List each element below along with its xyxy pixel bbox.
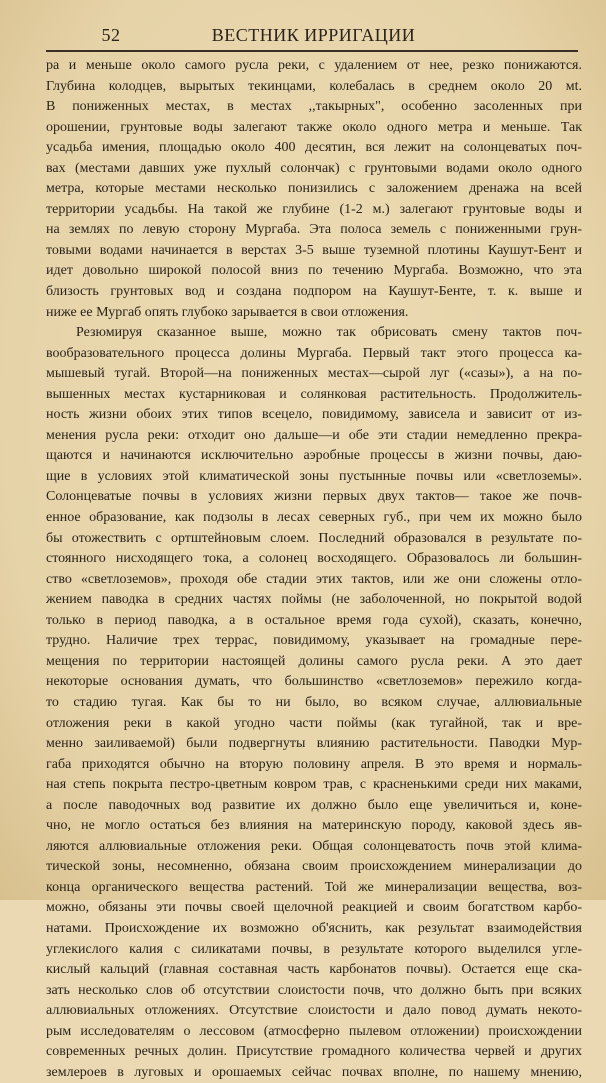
text-line: Солонцеватые почвы в условиях жизни первых двух тактов— такое же почв- <box>46 489 582 505</box>
page-header <box>46 20 576 46</box>
text-line: мещения по территории настоящей долины самого русла реки. А это дает <box>46 653 582 669</box>
text-line: Резюмируя сказанное выше, можно так обрисовать смену тактов поч- <box>76 325 582 341</box>
text-line: зать несколько слов об отсутствии слоистости почв, что должно быть при всяких <box>46 982 582 998</box>
text-line: ная степь покрыта пестро-цветным ковром трав, с красненькими среди них маками, <box>46 777 582 793</box>
text-line: а после паводочных вод развитие их должно было еще увеличиться и, коне- <box>46 797 582 813</box>
text-line: кислый кальций (главная составная часть карбонатов почвы). Остается еще ска- <box>46 962 582 978</box>
text-line: отложения реки в какой угодно части поймы (как тугайной, так и вре- <box>46 715 582 731</box>
text-line: вообразовательного процесса долины Мургаба. Первый такт этого процесса ка- <box>46 345 582 361</box>
text-line: то стадию тугая. Как бы то ни было, во всяком случае, аллювиальные <box>46 694 582 710</box>
text-line: углекислого калия с силикатами почвы, в результате которого выделился угле- <box>46 941 582 957</box>
text-line: на землях по левую сторону Мургаба. Эта полоса земель с пониженными грун- <box>46 222 582 238</box>
text-line: чно, не могло остаться без влияния на материнскую породу, каковой здесь яв- <box>46 818 582 834</box>
text-line: енное образование, как подзолы в лесах северных губ., при чем их можно было <box>46 510 582 526</box>
text-line: вышенных местах кустарниковая и солянковая растительность. Продолжитель- <box>46 386 582 402</box>
text-line: ниже ее Мургаб опять глубоко зарывается в свои отложения. <box>46 304 409 320</box>
text-line: жением паводка в средних частях поймы (не заболоченной, но покрытой водой <box>46 592 582 608</box>
text-line: рым исследователям о лессовом (атмосферно пылевом отложении) происхождении <box>46 1023 582 1039</box>
text-line: мышевый тугай. Второй—на пониженных местах—сырой луг («сазы»), а на по- <box>46 366 582 382</box>
text-line: вах (местами давших уже пухлый солончак) с грунтовыми водами около одного <box>46 160 582 176</box>
text-line: некоторые основания думать, что большинство «светлоземов» пережило когда- <box>46 674 582 690</box>
text-line: тической зоны, несомненно, обязана своим происхождением минерализации до <box>46 859 582 875</box>
text-line: Глубина колодцев, вырытых текинцами, колебалась в среднем около 20 мt. <box>46 78 582 94</box>
journal-title: ВЕСТНИК ИРРИГАЦИИ <box>211 25 416 45</box>
text-line: землероев в луговых и орошаемых сейчас почвах вполне, по нашему мнению, <box>46 1064 582 1080</box>
text-line: территории усадьбы. На такой же глубине (1-2 м.) залегают грунтовые воды и <box>46 201 582 217</box>
text-line: ство «светлоземов», проходя обе стадии этих тактов, или же они сложены отло- <box>46 571 582 587</box>
text-line: современных речных долин. Присутствие громадного количества червей и других <box>46 1044 582 1060</box>
text-line: аллювиальных отложениях. Отсутствие слоистости и дало повод думать некото- <box>46 1003 582 1019</box>
text-line: усадьба имения, площадью около 400 десятин, вся лежит на солонцеватых поч- <box>46 140 582 156</box>
header-divider <box>46 50 578 52</box>
text-line: ра и меньше около самого русла реки, с удалением от нее, резко понижаются. <box>46 58 582 73</box>
text-line: только в период паводка, а в остальное время года сухой), сказать, конечно, <box>46 612 582 628</box>
text-line: ность жизни обоих этих типов всецело, повидимому, зависела и зависит от из- <box>46 407 582 423</box>
text-line: габа приходятся обычно на вторую половину апреля. В это время и нормаль- <box>46 756 582 772</box>
text-line: трудно. Наличие трех террас, повидимому, указывает на громадные пере- <box>46 633 582 649</box>
text-line: орошении, грунтовые воды залегают также около одного метра и меньше. Так <box>46 119 582 135</box>
article-body <box>46 56 582 1080</box>
text-line: бы отожествить с ортштейновым слоем. Последний образовался в результате по- <box>46 530 582 546</box>
text-line: менения русла реки: отходит оно дальше—и обе эти стадии немедленно прекра- <box>46 427 582 443</box>
text-line: идет довольно широкой полосой вниз по течению Мургаба. Возможно, что эта <box>46 263 582 279</box>
text-line: натами. Происхождение их возможно об'яснить, как результат взаимодействия <box>46 920 582 936</box>
text-line: В пониженных местах, в местах ,,такырных", особенно засоленных при <box>46 99 582 115</box>
text-line: конца органического вещества растений. Той же минерализации вещества, воз- <box>46 879 582 895</box>
text-line: ляются аллювиальные отложения реки. Общая солонцеватость почв этой клима- <box>46 838 582 854</box>
page-number: 52 <box>101 25 121 45</box>
text-line: близость грунтовых вод и создана подпором на Каушут-Бенте, т. к. выше и <box>46 284 582 300</box>
text-line: можно, обязаны эти почвы своей щелочной реакцией и своим богатством карбо- <box>46 900 582 916</box>
text-line: товыми водами начинается в верстах 3-5 выше туземной плотины Каушут-Бент и <box>46 242 582 258</box>
text-line: щаются и начинаются исключительно аэробные процессы в жизни почвы, даю- <box>46 448 582 464</box>
text-line: менно заиливаемой) были подвергнуты влиянию растительности. Паводки Мур- <box>46 736 582 752</box>
text-line: стоянного нисходящего тока, а солонец восходящего. Образовалось ли большин- <box>46 551 582 567</box>
text-line: метра, которые местами несколько понизились с заложением дренажа на всей <box>46 181 582 197</box>
text-line: щие в условиях этой климатической зоны пустынные почвы или «светлоземы». <box>46 468 582 484</box>
